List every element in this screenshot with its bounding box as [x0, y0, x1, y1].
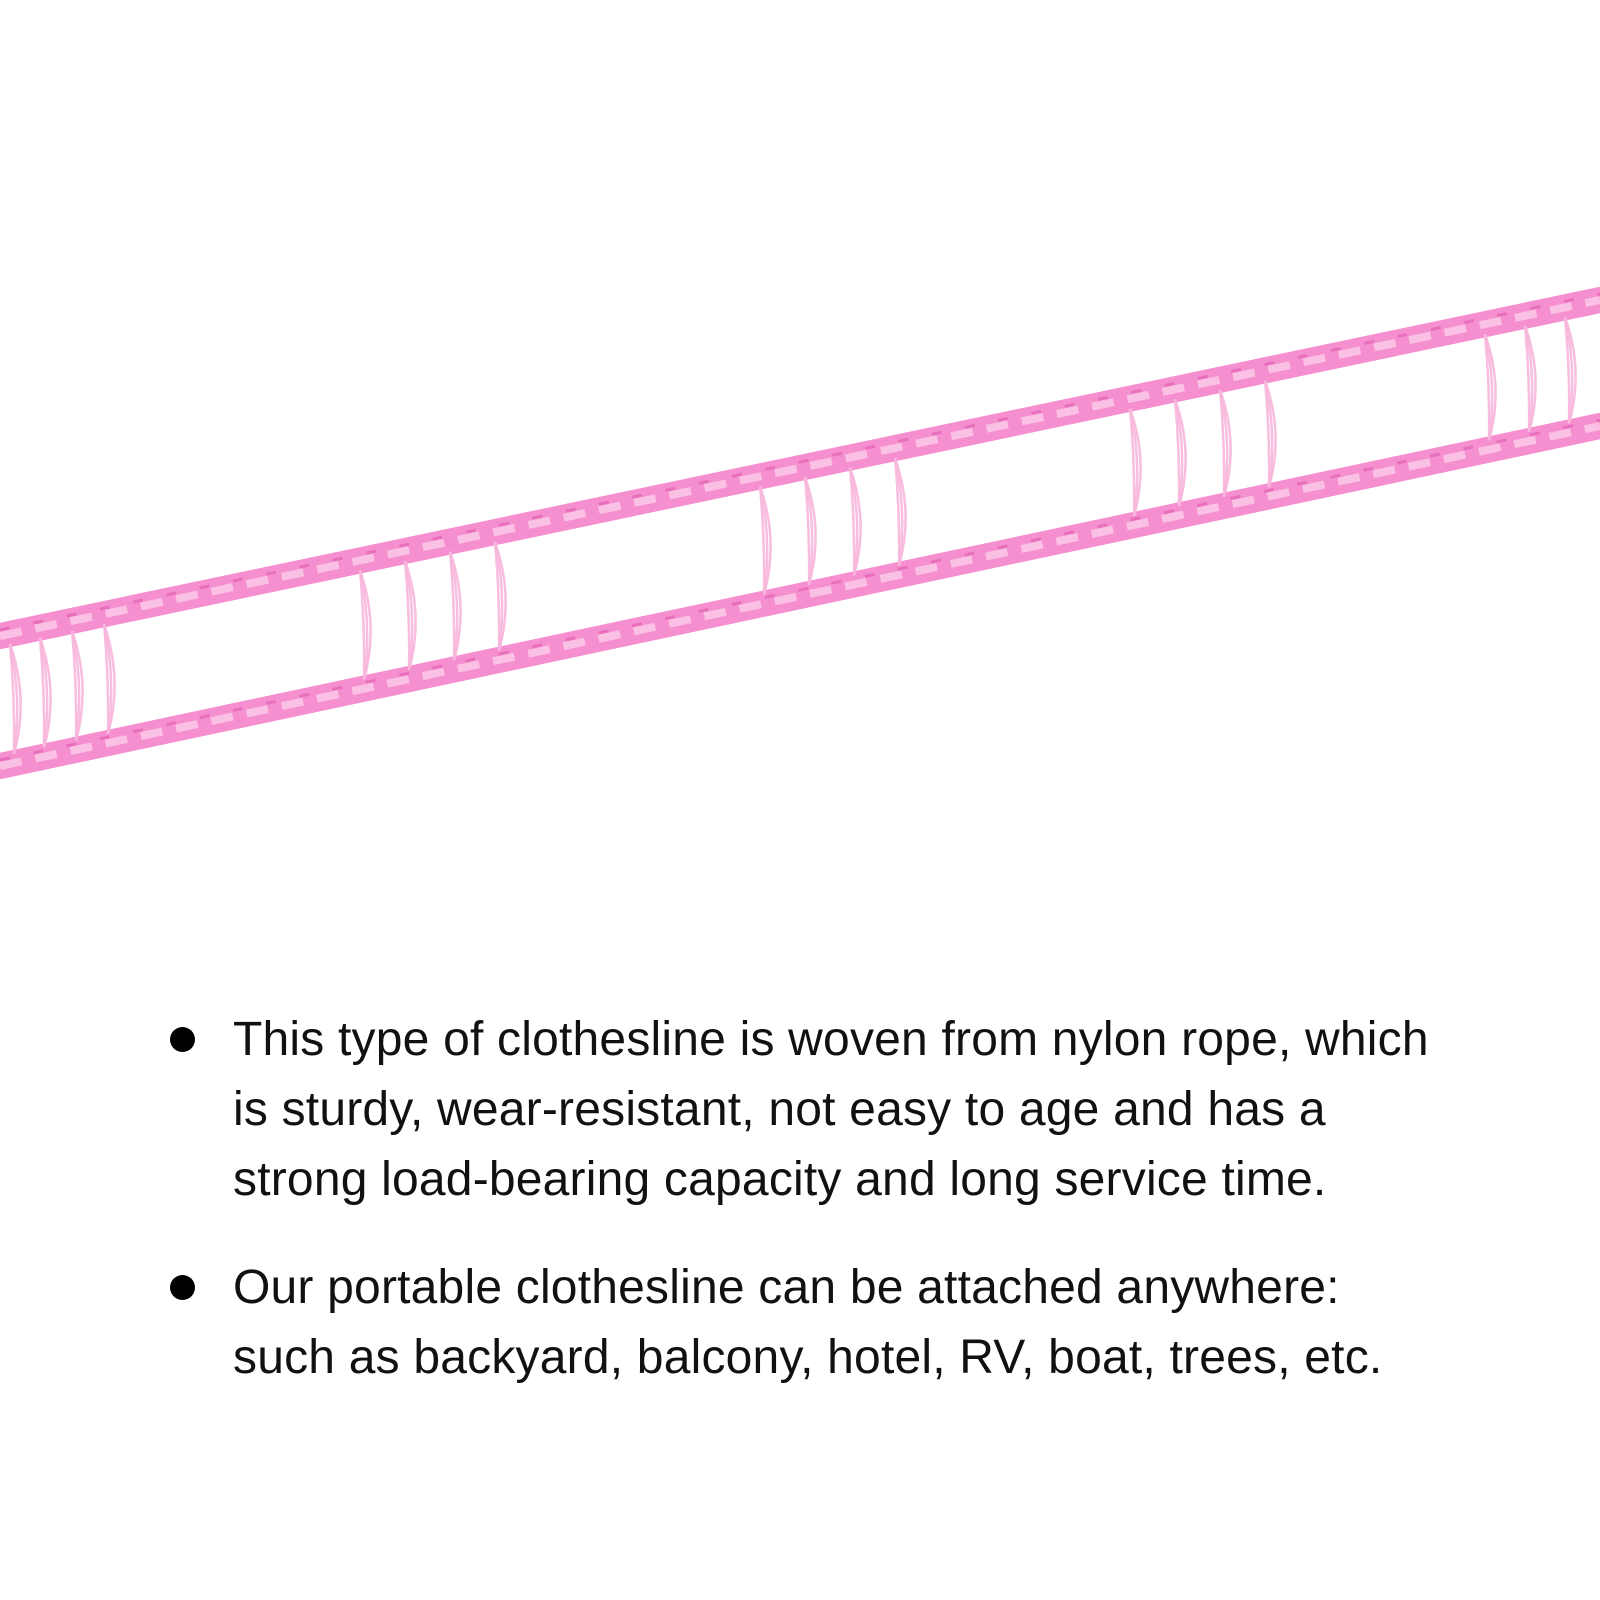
rope-rung-groups [0, 317, 1576, 760]
feature-item [0, 1005, 1600, 1215]
feature-list [0, 1005, 1600, 1431]
bullet-dot-icon [170, 1027, 195, 1052]
bullet-dot-icon [170, 1275, 195, 1300]
feature-text: Our portable clothesline can be attached anywhere: such as backyard, balcony, hotel, RV, boat, trees, etc. [233, 1261, 1383, 1384]
feature-item [0, 1253, 1600, 1393]
feature-text: This type of clothesline is woven from nylon rope, which is sturdy, wear-resistant, not easy to age and has a strong load-bearing capacity and long service time. [233, 1013, 1429, 1206]
